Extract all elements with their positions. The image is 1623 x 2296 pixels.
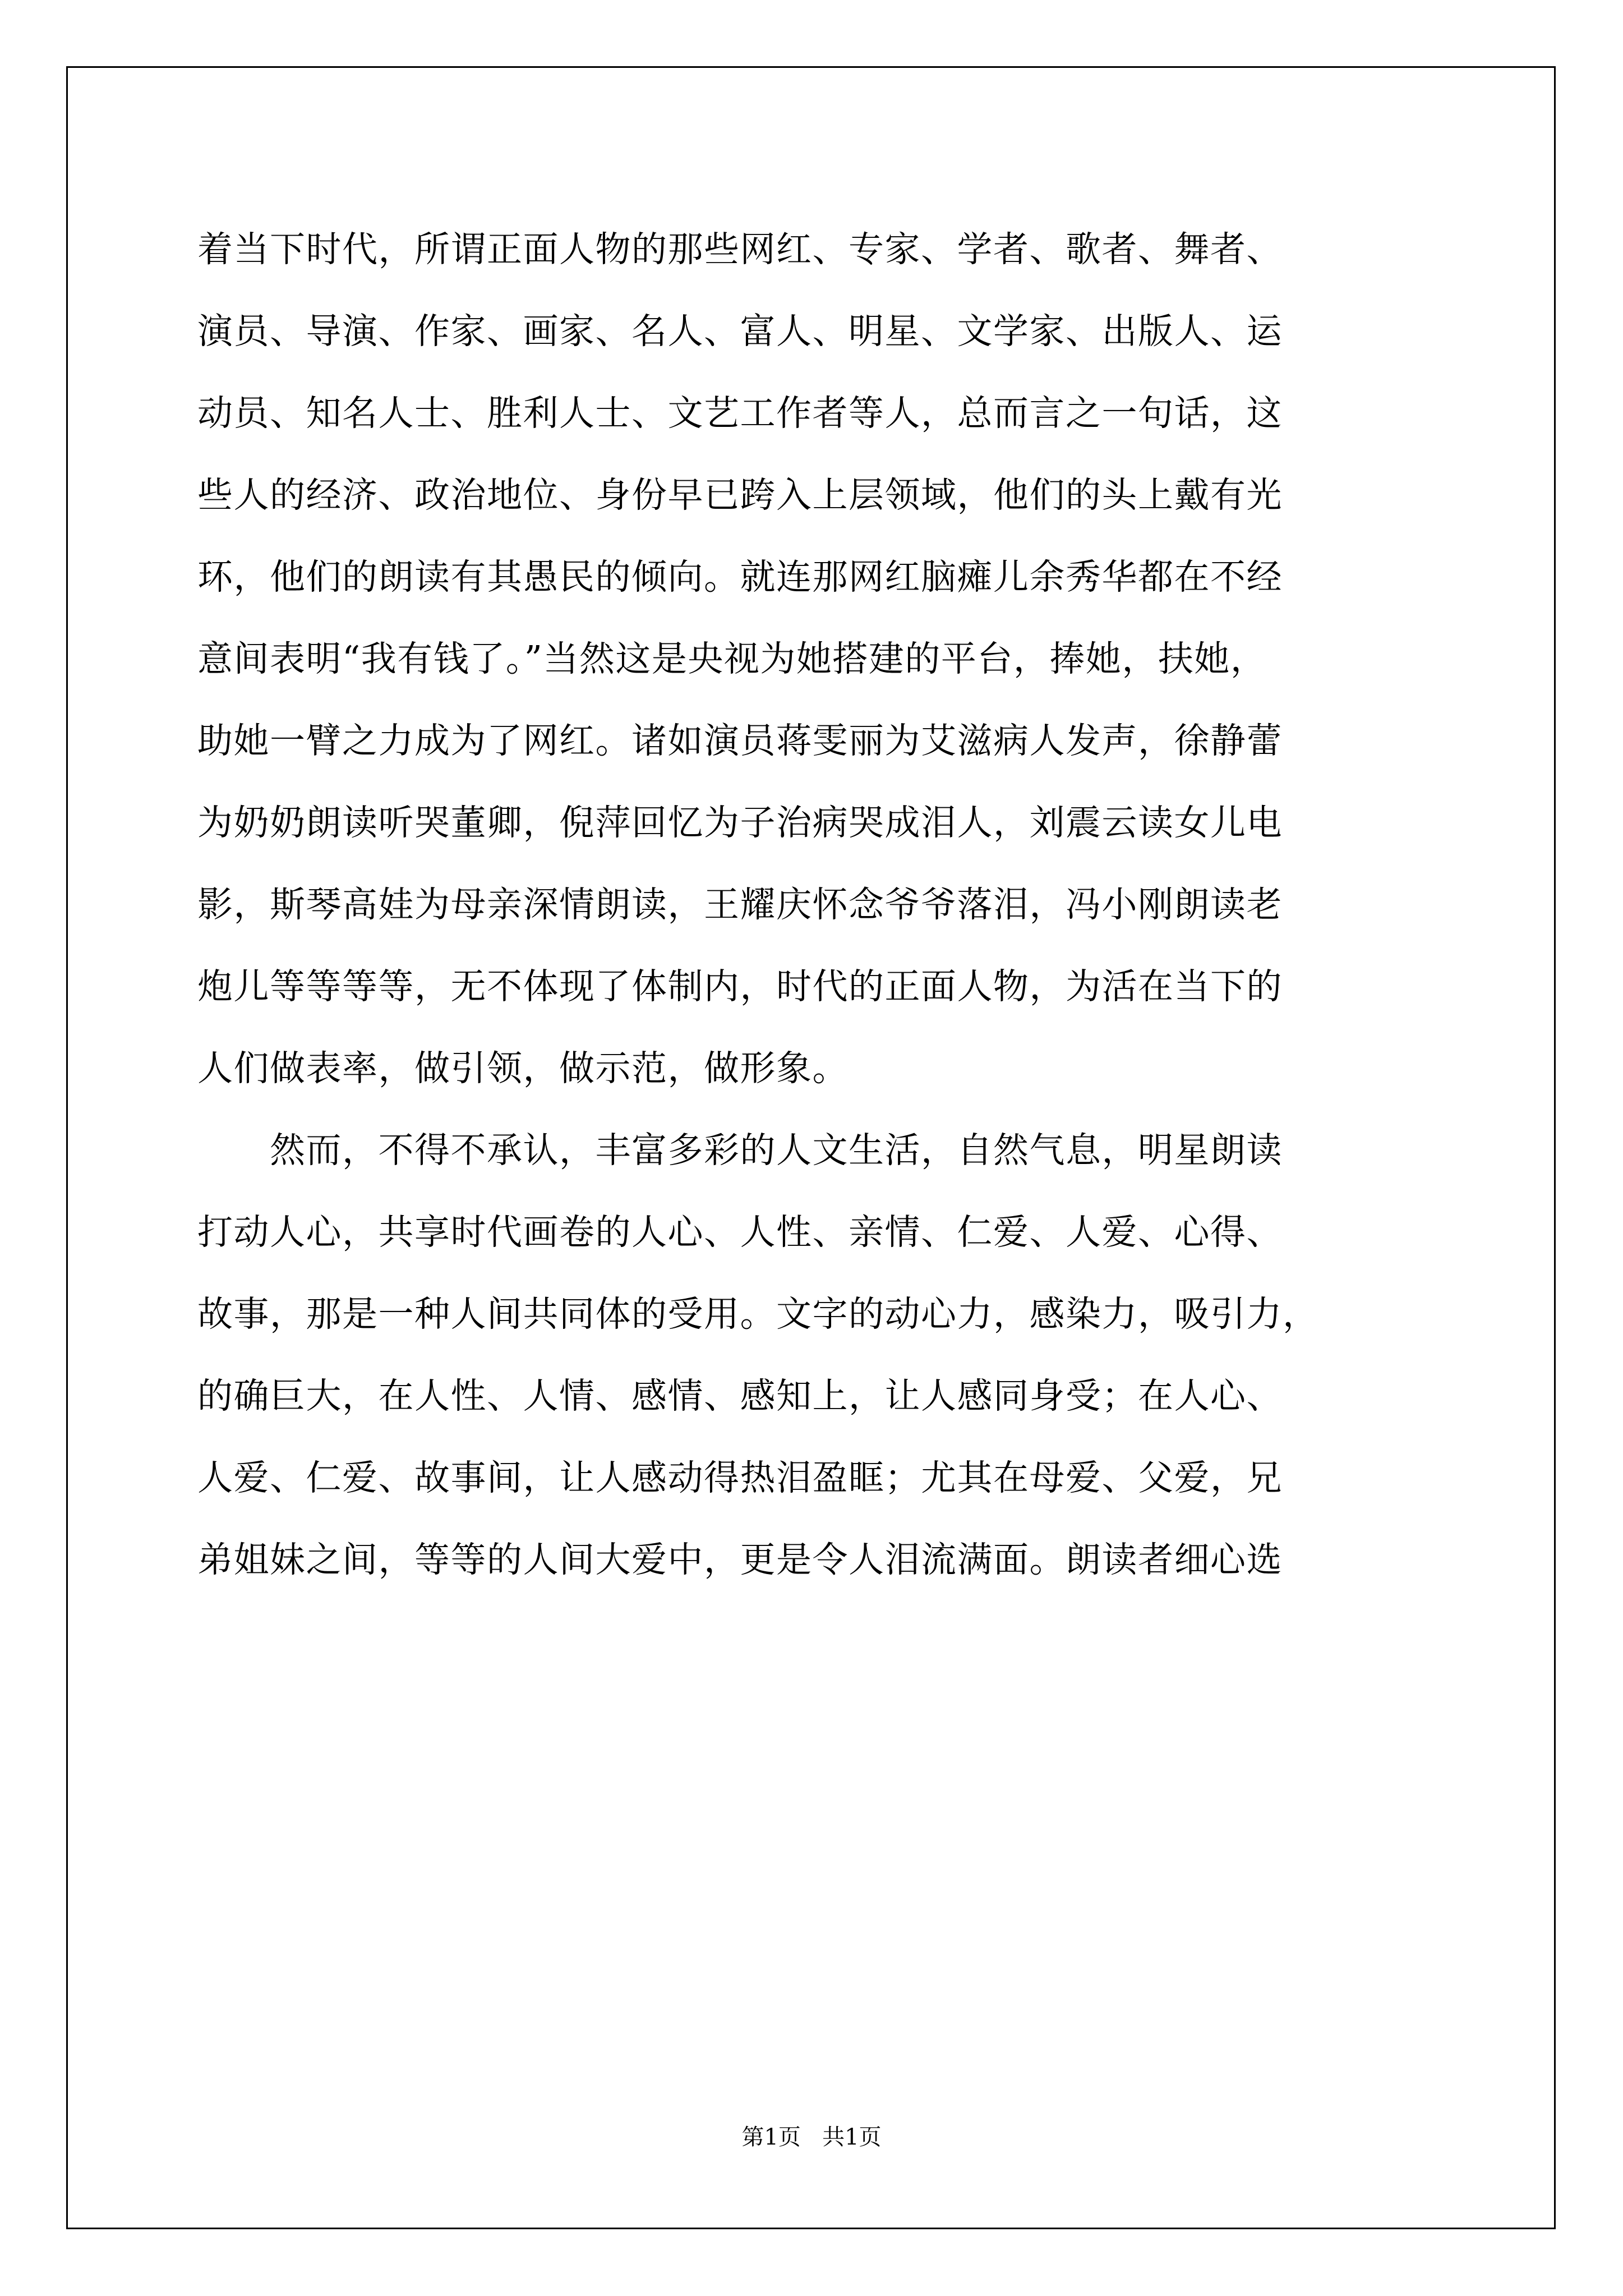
- page-number: 第1页: [741, 2124, 801, 2150]
- text-line: 人爱、仁爱、故事间，让人感动得热泪盈眶；尤其在母爱、父爱，兄: [197, 1457, 1283, 1498]
- text-line: 然而，不得不承认，丰富多彩的人文生活，自然气息，明星朗读: [197, 1130, 1283, 1171]
- page-footer: [0, 2119, 1623, 2151]
- text-line: 炮儿等等等等，无不体现了体制内，时代的正面人物，为活在当下的: [197, 966, 1283, 1007]
- text-line: 着当下时代，所谓正面人物的那些网红、专家、学者、歌者、舞者、: [197, 229, 1283, 270]
- text-line: 的确巨大，在人性、人情、感情、感知上，让人感同身受；在人心、: [197, 1375, 1283, 1416]
- text-line: 打动人心，共享时代画卷的人心、人性、亲情、仁爱、人爱、心得、: [197, 1212, 1283, 1253]
- text-line: 故事，那是一种人间共同体的受用。文字的动心力，感染力，吸引力，: [197, 1294, 1319, 1335]
- document-body: [197, 209, 1431, 1601]
- page-total: 共1页: [822, 2124, 882, 2150]
- text-line: 弟姐妹之间，等等的人间大爱中，更是令人泪流满面。朗读者细心选: [197, 1539, 1283, 1580]
- text-line: 些人的经济、政治地位、身份早已跨入上层领域，他们的头上戴有光: [197, 475, 1283, 516]
- text-line: 环，他们的朗读有其愚民的倾向。就连那网红脑瘫儿余秀华都在不经: [197, 556, 1283, 597]
- text-line: 动员、知名人士、胜利人士、文艺工作者等人，总而言之一句话，这: [197, 393, 1283, 434]
- text-line: 影，斯琴高娃为母亲深情朗读，王耀庆怀念爷爷落泪，冯小刚朗读老: [197, 884, 1283, 925]
- text-line: 为奶奶朗读听哭董卿，倪萍回忆为子治病哭成泪人，刘震云读女儿电: [197, 802, 1283, 843]
- text-line: 演员、导演、作家、画家、名人、富人、明星、文学家、出版人、运: [197, 311, 1283, 352]
- text-line: 人们做表率，做引领，做示范，做形象。: [197, 1048, 849, 1089]
- text-line: 意间表明“我有钱了。”当然这是央视为她搭建的平台，捧她，扶她，: [197, 638, 1267, 679]
- text-line: 助她一臂之力成为了网红。诸如演员蒋雯丽为艾滋病人发声，徐静蕾: [197, 720, 1283, 761]
